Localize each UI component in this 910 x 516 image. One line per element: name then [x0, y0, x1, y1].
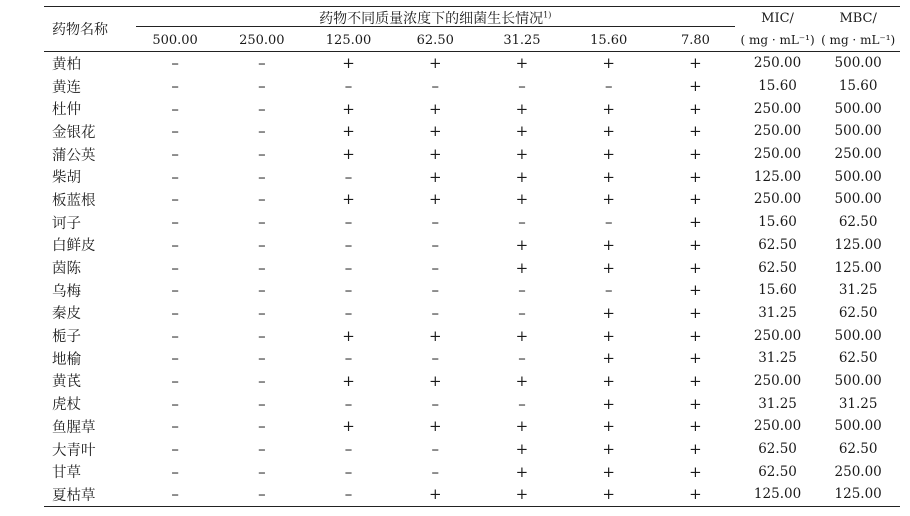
drug-name-cell: 黄柏: [52, 56, 81, 73]
mic-cell: 62.50: [758, 463, 797, 480]
growth-cell: +: [602, 440, 615, 459]
drug-name-cell: 大青叶: [52, 442, 96, 459]
mic-cell: 250.00: [753, 146, 802, 163]
drug-name-cell: 乌梅: [52, 283, 81, 300]
mic-cell: 125.00: [753, 486, 802, 503]
growth-cell: –: [258, 485, 266, 504]
growth-cell: +: [428, 190, 442, 209]
growth-cell: –: [344, 440, 353, 459]
table-row: [44, 324, 900, 347]
growth-cell: –: [431, 394, 439, 413]
mic-cell: 125.00: [753, 168, 802, 185]
growth-cell: +: [689, 145, 702, 164]
growth-cell: –: [431, 258, 439, 277]
mbc-cell: 62.50: [838, 441, 878, 458]
growth-cell: +: [428, 417, 442, 436]
growth-cell: +: [689, 54, 702, 73]
growth-cell: –: [344, 167, 353, 186]
growth-cell: +: [515, 485, 529, 504]
growth-cell: –: [258, 190, 266, 209]
mic-mbc-table: [44, 6, 900, 507]
growth-cell: –: [258, 77, 266, 96]
growth-cell: –: [258, 462, 266, 481]
mbc-cell: 500.00: [834, 55, 882, 72]
growth-cell: +: [342, 99, 355, 118]
growth-cell: +: [515, 462, 529, 481]
growth-cell: +: [342, 122, 355, 141]
growth-cell: +: [689, 99, 702, 118]
mic-cell: 250.00: [753, 327, 802, 344]
conc-header: 7.80: [680, 32, 710, 48]
mbc-cell: 125.00: [834, 259, 882, 276]
table-row: [44, 234, 900, 257]
drug-name-cell: 甘草: [52, 465, 81, 482]
growth-cell: –: [431, 440, 439, 459]
growth-cell: +: [689, 440, 702, 459]
table-row: [44, 120, 900, 143]
growth-cell: +: [602, 235, 615, 254]
growth-cell: +: [689, 235, 702, 254]
growth-cell: –: [344, 485, 353, 504]
mic-cell: 250.00: [753, 191, 802, 208]
growth-cell: +: [515, 122, 529, 141]
growth-cell: –: [258, 213, 266, 232]
growth-cell: –: [258, 303, 266, 322]
table-row: [44, 52, 900, 75]
growth-cell: –: [171, 190, 179, 209]
growth-cell: +: [689, 303, 702, 322]
table-row: [44, 188, 900, 211]
growth-cell: +: [515, 99, 529, 118]
growth-cell: +: [602, 349, 615, 368]
mbc-cell: 500.00: [834, 191, 882, 208]
growth-cell: –: [171, 122, 179, 141]
table-row: [44, 370, 900, 393]
mic-unit: ( mg · mL⁻¹): [740, 33, 815, 47]
mbc-cell: 62.50: [838, 304, 878, 321]
growth-cell: –: [258, 281, 266, 300]
growth-cell: +: [602, 99, 615, 118]
growth-cell: +: [342, 326, 355, 345]
mic-cell: 250.00: [753, 100, 802, 117]
growth-cell: +: [515, 190, 529, 209]
mbc-cell: 250.00: [834, 146, 882, 163]
mbc-header: MBC/: [839, 10, 877, 26]
growth-cell: –: [518, 349, 526, 368]
growth-cell: +: [689, 349, 702, 368]
growth-cell: +: [602, 122, 615, 141]
growth-cell: –: [344, 462, 353, 481]
table-row: [44, 438, 900, 461]
growth-cell: +: [515, 440, 529, 459]
mbc-cell: 15.60: [838, 78, 878, 95]
growth-cell: –: [258, 440, 266, 459]
growth-cell: –: [171, 99, 179, 118]
conc-header: 31.25: [503, 32, 541, 48]
header-row-top: [44, 7, 900, 30]
growth-cell: –: [344, 258, 353, 277]
growth-cell: –: [258, 417, 266, 436]
growth-cell: –: [258, 349, 266, 368]
group-header-rule: [136, 26, 735, 27]
drug-name-cell: 白鲜皮: [52, 238, 96, 255]
mbc-cell: 125.00: [834, 236, 882, 253]
growth-cell: –: [171, 394, 179, 413]
growth-cell: –: [431, 281, 439, 300]
growth-group-title: 药物不同质量浓度下的细菌生长情况: [319, 11, 544, 27]
growth-cell: +: [689, 394, 702, 413]
growth-cell: –: [258, 99, 266, 118]
growth-cell: +: [428, 326, 442, 345]
conc-header: 125.00: [325, 32, 372, 48]
growth-cell: +: [428, 122, 442, 141]
growth-cell: +: [602, 326, 615, 345]
growth-cell: +: [689, 326, 702, 345]
growth-cell: +: [515, 371, 529, 390]
mbc-cell: 500.00: [834, 168, 882, 185]
drug-name-cell: 秦皮: [52, 306, 81, 323]
drug-name-cell: 柴胡: [52, 170, 81, 187]
growth-cell: +: [515, 258, 529, 277]
growth-cell: –: [431, 349, 439, 368]
growth-cell: –: [344, 394, 353, 413]
mbc-cell: 500.00: [834, 418, 882, 435]
mic-cell: 15.60: [758, 282, 797, 299]
growth-cell: –: [258, 258, 266, 277]
table-row: [44, 75, 900, 98]
growth-cell: +: [515, 235, 529, 254]
table-row: [44, 211, 900, 234]
mic-cell: 15.60: [758, 78, 797, 95]
header-row-bottom: [44, 29, 900, 52]
growth-cell: –: [171, 326, 179, 345]
growth-cell: +: [342, 371, 355, 390]
growth-cell: –: [171, 235, 179, 254]
mbc-cell: 31.25: [838, 282, 878, 299]
mic-cell: 250.00: [753, 418, 802, 435]
drug-name-cell: 栀子: [52, 329, 81, 346]
growth-cell: +: [515, 54, 529, 73]
growth-cell: +: [342, 417, 355, 436]
growth-cell: +: [602, 54, 615, 73]
table-row: [44, 392, 900, 415]
conc-header: 250.00: [239, 32, 285, 48]
mbc-cell: 500.00: [834, 100, 882, 117]
growth-cell: +: [602, 371, 615, 390]
growth-cell: –: [518, 213, 526, 232]
growth-cell: –: [344, 77, 353, 96]
drug-name-cell: 虎杖: [52, 397, 81, 414]
growth-cell: +: [428, 485, 442, 504]
growth-cell: –: [171, 462, 179, 481]
growth-cell: +: [689, 258, 702, 277]
growth-cell: +: [342, 190, 355, 209]
table-row: [44, 415, 900, 438]
mic-cell: 31.25: [758, 304, 797, 321]
growth-cell: +: [428, 371, 442, 390]
growth-cell: –: [171, 145, 179, 164]
growth-cell: +: [515, 167, 529, 186]
growth-cell: –: [171, 54, 179, 73]
table-row: [44, 347, 900, 370]
growth-cell: –: [431, 213, 439, 232]
growth-cell: +: [602, 394, 615, 413]
mbc-cell: 500.00: [834, 327, 882, 344]
mic-cell: 62.50: [758, 441, 797, 458]
growth-cell: –: [518, 281, 526, 300]
growth-cell: +: [602, 190, 615, 209]
mic-header: MIC/: [761, 10, 794, 26]
growth-cell: –: [258, 122, 266, 141]
growth-cell: +: [689, 213, 702, 232]
mbc-cell: 250.00: [834, 463, 882, 480]
growth-cell: –: [171, 371, 179, 390]
growth-cell: +: [342, 145, 355, 164]
growth-cell: +: [602, 462, 615, 481]
growth-cell: –: [518, 303, 526, 322]
drug-name-cell: 蒲公英: [52, 147, 96, 164]
mic-cell: 250.00: [753, 123, 802, 140]
mic-cell: 15.60: [758, 214, 797, 231]
growth-cell: +: [428, 99, 442, 118]
drug-name-cell: 鱼腥草: [52, 419, 96, 436]
growth-cell: +: [689, 190, 702, 209]
growth-cell: –: [171, 281, 179, 300]
growth-cell: –: [171, 167, 179, 186]
growth-cell: –: [344, 349, 353, 368]
growth-cell: –: [431, 235, 439, 254]
mic-cell: 31.25: [758, 395, 797, 412]
growth-cell: +: [689, 462, 702, 481]
mbc-cell: 500.00: [834, 372, 882, 389]
growth-cell: –: [171, 213, 179, 232]
growth-cell: +: [689, 281, 702, 300]
drug-name-cell: 茵陈: [52, 261, 81, 278]
growth-cell: –: [171, 440, 179, 459]
drug-name-cell: 金银花: [52, 124, 96, 141]
growth-cell: –: [171, 417, 179, 436]
growth-cell: –: [431, 303, 439, 322]
growth-cell: +: [428, 54, 442, 73]
drug-name-cell: 杜仲: [52, 102, 81, 119]
drug-name-cell: 板蓝根: [52, 192, 96, 209]
growth-cell: –: [344, 213, 353, 232]
growth-cell: +: [428, 145, 442, 164]
table-row: [44, 256, 900, 279]
growth-cell: –: [604, 77, 613, 96]
growth-cell: +: [515, 417, 529, 436]
conc-header: 15.60: [590, 32, 628, 48]
mic-cell: 31.25: [758, 350, 797, 367]
drug-name-cell: 诃子: [52, 215, 81, 232]
conc-header: 62.50: [416, 32, 454, 48]
mbc-unit: ( mg · mL⁻¹): [821, 33, 896, 47]
growth-cell: –: [171, 77, 179, 96]
mbc-cell: 31.25: [838, 395, 878, 412]
growth-cell: –: [431, 77, 439, 96]
growth-cell: –: [258, 326, 266, 345]
growth-cell: +: [342, 54, 355, 73]
growth-cell: +: [602, 145, 615, 164]
table-row: [44, 302, 900, 325]
table-row: [44, 483, 900, 506]
mic-cell: 250.00: [753, 372, 802, 389]
growth-cell: +: [602, 258, 615, 277]
mbc-cell: 62.50: [838, 214, 878, 231]
table-body: [44, 52, 900, 507]
growth-cell: –: [344, 281, 353, 300]
growth-group-header: [132, 7, 739, 30]
growth-cell: –: [258, 394, 266, 413]
growth-cell: +: [602, 167, 615, 186]
table-row: [44, 460, 900, 483]
drug-name-cell: 黄连: [52, 79, 81, 96]
growth-cell: +: [689, 77, 702, 96]
table-row: [44, 97, 900, 120]
drug-name-cell: 夏枯草: [52, 487, 96, 504]
growth-cell: +: [689, 167, 702, 186]
group-footnote-mark: 1): [543, 10, 552, 20]
mic-cell: 62.50: [758, 236, 797, 253]
growth-cell: +: [602, 417, 615, 436]
growth-cell: –: [604, 281, 613, 300]
growth-cell: –: [258, 371, 266, 390]
growth-cell: +: [515, 145, 529, 164]
growth-cell: +: [689, 485, 702, 504]
mbc-cell: 62.50: [838, 350, 878, 367]
growth-cell: +: [602, 303, 615, 322]
mic-cell: 250.00: [753, 55, 802, 72]
drug-name-cell: 地榆: [52, 351, 81, 368]
growth-cell: +: [689, 371, 702, 390]
growth-cell: –: [171, 349, 179, 368]
growth-cell: –: [344, 303, 353, 322]
mbc-cell: 500.00: [834, 123, 882, 140]
growth-cell: +: [515, 326, 529, 345]
drug-name-cell: 黄芪: [52, 374, 81, 391]
growth-cell: –: [258, 54, 266, 73]
growth-cell: –: [431, 462, 439, 481]
growth-cell: –: [171, 258, 179, 277]
growth-cell: +: [602, 485, 615, 504]
growth-cell: –: [518, 77, 526, 96]
table-row: [44, 165, 900, 188]
mbc-cell: 125.00: [834, 486, 882, 503]
growth-cell: +: [689, 417, 702, 436]
table-row: [44, 279, 900, 302]
drug-name-header: 药物名称: [44, 7, 132, 52]
growth-cell: +: [428, 167, 442, 186]
growth-cell: –: [171, 303, 179, 322]
growth-cell: –: [258, 167, 266, 186]
growth-cell: –: [258, 145, 266, 164]
growth-cell: –: [604, 213, 613, 232]
growth-cell: –: [344, 235, 353, 254]
growth-cell: +: [689, 122, 702, 141]
growth-cell: –: [171, 485, 179, 504]
conc-header: 500.00: [152, 32, 198, 48]
mic-cell: 62.50: [758, 259, 797, 276]
table-row: [44, 143, 900, 166]
growth-cell: –: [258, 235, 266, 254]
growth-cell: –: [518, 394, 526, 413]
